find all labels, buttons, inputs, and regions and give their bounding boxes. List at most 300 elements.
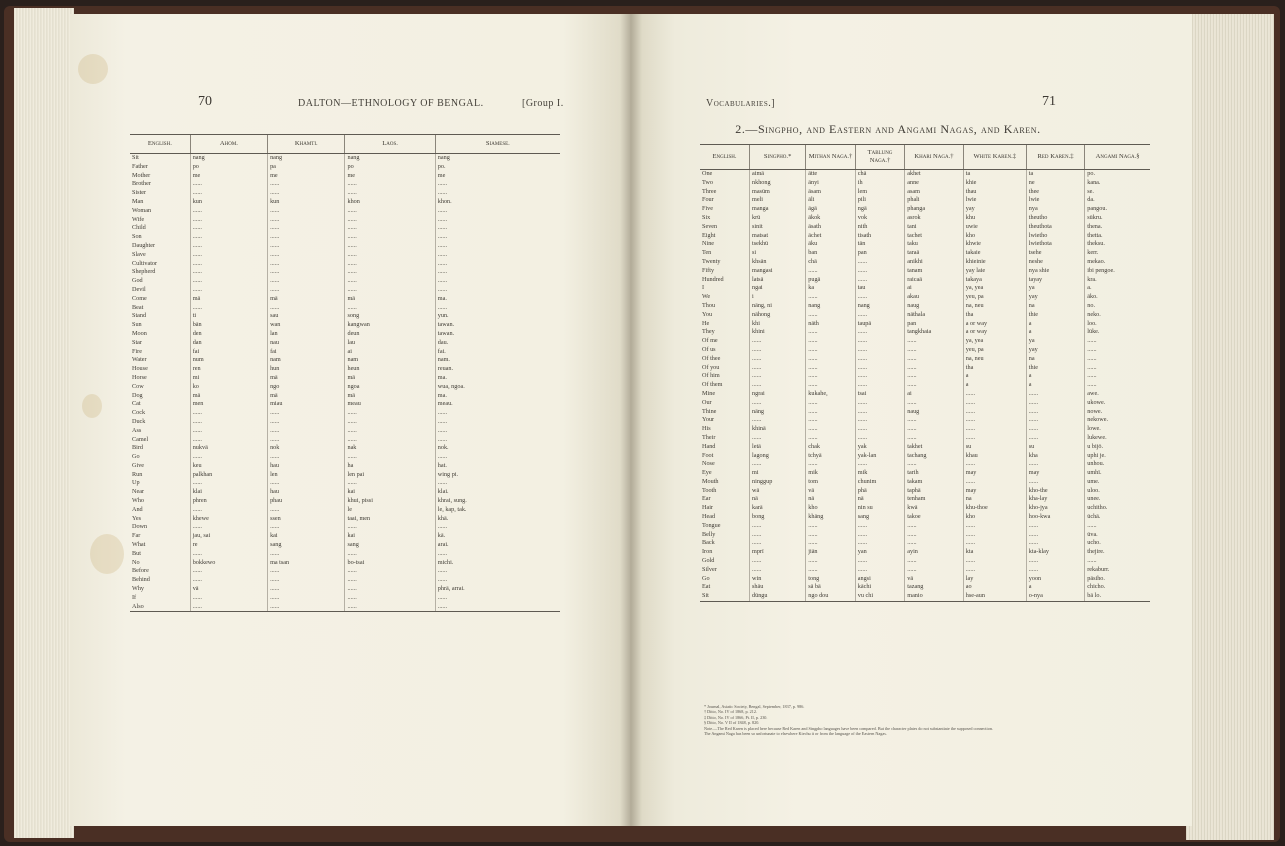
table-row [130,594,560,603]
translation-cell: mā [190,295,267,304]
translation-cell: vu chi [855,592,905,601]
translation-cell: ...... [905,434,964,443]
translation-cell: khsān [750,258,806,267]
translation-cell: ...... [963,566,1026,575]
translation-cell: ...... [855,522,905,531]
translation-cell: ...... [905,531,964,540]
translation-cell: hse-aun [963,592,1026,601]
translation-cell: masūm [750,188,806,197]
translation-cell: nok [268,444,345,453]
english-word-cell: Of us [702,345,716,353]
english-word-cell: Nose [702,460,715,468]
english-word-cell: God [132,277,143,285]
english-word-cell: Of you [702,363,720,371]
translation-cell: yan [855,548,905,557]
translation-cell: letā [750,443,806,452]
translation-cell: me [435,172,560,181]
translation-cell: ...... [806,531,856,540]
translation-cell: ...... [855,460,905,469]
translation-cell: mekao. [1085,258,1150,267]
translation-cell: sā bā [806,583,856,592]
translation-cell: ...... [963,416,1026,425]
group-label: [Group I. [522,98,564,109]
translation-cell: uloo. [1085,487,1150,496]
translation-cell: taphā [905,487,964,496]
english-word-cell: Moon [132,329,147,337]
table-row [130,603,560,612]
english-word-cell: If [132,593,137,601]
translation-cell: ...... [268,427,345,436]
table-row [700,276,1150,285]
translation-cell: keu [190,462,267,471]
translation-cell: a [1026,372,1085,381]
translation-cell: ...... [806,522,856,531]
translation-cell: ...... [268,180,345,189]
translation-cell: pan [855,249,905,258]
translation-cell: ne [1026,179,1085,188]
table-row [130,312,560,321]
translation-cell: meli [750,196,806,205]
translation-cell: ...... [806,539,856,548]
translation-cell: ...... [345,576,435,585]
translation-cell: kho [806,504,856,513]
english-word-cell: Behind [132,576,150,584]
english-word-cell: Child [132,224,146,232]
translation-cell: unhou. [1085,460,1150,469]
translation-cell: ūchā. [1085,513,1150,522]
translation-cell: ...... [855,311,905,320]
translation-cell: mi [750,469,806,478]
footnotes [704,704,1144,736]
translation-cell: me [190,172,267,181]
translation-cell: po [190,163,267,172]
translation-cell: ...... [855,566,905,575]
translation-cell: ...... [905,399,964,408]
english-word-cell: Hand [702,442,716,450]
translation-cell: ...... [963,478,1026,487]
translation-cell: si [750,249,806,258]
translation-cell: ...... [268,585,345,594]
english-word-cell: Fire [132,347,142,355]
translation-cell: no. [1085,302,1150,311]
translation-cell: ...... [190,576,267,585]
translation-cell: ...... [806,293,856,302]
translation-cell: ...... [268,242,345,251]
table-row [130,163,560,172]
translation-cell: fai. [435,348,560,357]
translation-cell: arai. [435,541,560,550]
translation-cell: yay [1026,293,1085,302]
translation-cell: loo. [1085,320,1150,329]
table-row [130,427,560,436]
table-row [700,487,1150,496]
table-row [700,381,1150,390]
table-row [130,497,560,506]
translation-cell: khinā [750,425,806,434]
table-row [130,321,560,330]
translation-cell: lay [963,575,1026,584]
table-row [130,172,560,181]
translation-cell: khui, pissi [345,497,435,506]
table-row [130,409,560,418]
english-word-cell: Cat [132,400,141,408]
translation-cell: phanga [905,205,964,214]
table-row [130,216,560,225]
table-row [700,240,1150,249]
translation-cell: lūke. [1085,328,1150,337]
english-word-cell: Ear [702,495,711,503]
table-row [130,339,560,348]
translation-cell: ...... [750,566,806,575]
translation-cell: nāhong [750,311,806,320]
translation-cell: kangwan [345,321,435,330]
english-word-cell: Their [702,433,716,441]
translation-cell: ...... [855,355,905,364]
english-word-cell: Cow [132,382,144,390]
table-row [700,364,1150,373]
table-row [130,224,560,233]
translation-cell: ...... [750,531,806,540]
translation-cell: awe. [1085,390,1150,399]
translation-cell: ...... [806,566,856,575]
translation-cell: nith [855,223,905,232]
translation-cell: ...... [1085,381,1150,390]
translation-cell: ...... [806,434,856,443]
translation-cell: ban [806,249,856,258]
translation-cell: ...... [963,434,1026,443]
translation-cell: ...... [905,539,964,548]
stain [90,534,124,574]
english-word-cell: Beat [132,303,144,311]
translation-cell: tenham [905,495,964,504]
translation-cell: ...... [435,304,560,313]
translation-cell: ...... [435,418,560,427]
translation-cell: tisath [855,232,905,241]
translation-cell: tha [963,364,1026,373]
translation-cell: re [190,541,267,550]
column-header: White Karen.‡ [963,145,1026,170]
translation-cell: ma tsan [268,559,345,568]
right-running-head: Vocabularies.] [706,98,776,109]
translation-cell: nang [435,154,560,163]
translation-cell: ya, yea [963,337,1026,346]
table-row [130,268,560,277]
translation-cell: ...... [750,364,806,373]
translation-cell: ...... [435,189,560,198]
translation-cell: ha [345,462,435,471]
english-word-cell: Iron [702,548,713,556]
translation-cell: ...... [345,242,435,251]
translation-cell: ...... [435,523,560,532]
table-row [700,531,1150,540]
translation-cell: akau [905,293,964,302]
table-row [700,504,1150,513]
translation-cell: ...... [435,251,560,260]
english-word-cell: Twenty [702,257,721,265]
english-word-cell: Of me [702,337,718,345]
translation-cell: vā [806,487,856,496]
translation-cell: shāu [750,583,806,592]
translation-cell: ...... [268,277,345,286]
translation-cell: kha [1026,452,1085,461]
translation-cell: umhī. [1085,469,1150,478]
english-word-cell: Eat [702,583,711,591]
translation-cell: ...... [1085,364,1150,373]
translation-cell: ...... [1026,531,1085,540]
translation-cell: ...... [806,311,856,320]
translation-cell: ...... [806,337,856,346]
translation-cell: ...... [268,304,345,313]
translation-cell: ...... [750,381,806,390]
table-row [700,346,1150,355]
english-word-cell: He [702,319,710,327]
left-page-number: 70 [198,94,212,109]
translation-cell: den [190,330,267,339]
translation-cell: āli [806,196,856,205]
english-word-cell: Brother [132,180,151,188]
table-row [700,390,1150,399]
translation-cell: kun [190,198,267,207]
translation-cell: deun [345,330,435,339]
translation-cell: ...... [435,427,560,436]
translation-cell: ...... [190,242,267,251]
english-word-cell: House [132,365,148,373]
translation-cell: angsi [855,575,905,584]
translation-cell: po [345,163,435,172]
table-row [700,188,1150,197]
translation-cell: taraā [905,249,964,258]
translation-cell: ...... [435,479,560,488]
english-word-cell: Yes [132,514,142,522]
translation-cell: ...... [268,453,345,462]
table-row [130,154,560,163]
translation-cell: ...... [190,506,267,515]
translation-cell: ...... [268,594,345,603]
translation-cell: khini [750,328,806,337]
translation-cell: tha [963,311,1026,320]
english-word-cell: Fifty [702,266,715,274]
translation-cell: ...... [345,550,435,559]
translation-cell: ...... [855,539,905,548]
table-row [130,436,560,445]
translation-cell: ...... [905,381,964,390]
translation-cell: ...... [963,408,1026,417]
table-row [130,392,560,401]
translation-cell: ...... [1026,434,1085,443]
english-word-cell: Near [132,488,145,496]
translation-cell: ...... [435,224,560,233]
translation-cell: taku [905,240,964,249]
english-word-cell: Shepherd [132,268,156,276]
translation-cell: ...... [1026,539,1085,548]
translation-cell: meau. [435,400,560,409]
translation-cell: tani [905,223,964,232]
translation-cell: su [963,443,1026,452]
english-word-cell: Dog [132,391,143,399]
table-row [700,372,1150,381]
left-table-body [130,154,560,612]
translation-cell: ...... [1085,372,1150,381]
translation-cell: thee [1026,188,1085,197]
table-row [130,532,560,541]
translation-cell: ngai [750,284,806,293]
table-row [130,260,560,269]
translation-cell: ukowe. [1085,399,1150,408]
translation-cell: khāng [806,513,856,522]
table-row [130,330,560,339]
translation-cell: ...... [345,418,435,427]
translation-cell: ...... [905,416,964,425]
translation-cell: ao [963,583,1026,592]
translation-cell: ...... [345,251,435,260]
translation-cell: pili [855,196,905,205]
english-word-cell: Belly [702,530,716,538]
english-word-cell: Four [702,196,714,204]
english-word-cell: Eye [702,469,712,477]
translation-cell: ...... [345,180,435,189]
translation-cell: a [1026,381,1085,390]
table-row [700,513,1150,522]
english-word-cell: Two [702,178,713,186]
translation-cell: yeu, pa [963,293,1026,302]
table-row [130,506,560,515]
translation-cell: ...... [905,372,964,381]
translation-cell: ya [1026,337,1085,346]
translation-cell: ...... [268,286,345,295]
translation-cell: ...... [268,418,345,427]
translation-cell: a [963,381,1026,390]
translation-cell: asam [905,188,964,197]
translation-cell: su [1026,443,1085,452]
translation-cell: ...... [190,304,267,313]
translation-cell: ...... [435,207,560,216]
right-page-number: 71 [1042,94,1056,109]
translation-cell: ngoa [345,383,435,392]
translation-cell: le, kap, tak. [435,506,560,515]
table-row [700,205,1150,214]
translation-cell: lan [268,330,345,339]
translation-cell: chunim [855,478,905,487]
translation-cell: tsai [855,390,905,399]
translation-cell: kta [963,548,1026,557]
translation-cell: ...... [190,216,267,225]
translation-cell: phrā, arrai. [435,585,560,594]
translation-cell: me [345,172,435,181]
translation-cell: ...... [345,268,435,277]
table-row [700,469,1150,478]
translation-cell: ...... [963,539,1026,548]
table-row [700,337,1150,346]
translation-cell: latsā [750,276,806,285]
table-row [700,302,1150,311]
translation-cell: lau [345,339,435,348]
english-word-cell: Before [132,567,149,575]
english-word-cell: Of thee [702,354,721,362]
column-header: Ahom. [190,135,267,154]
translation-cell: ...... [855,293,905,302]
english-word-cell: Five [702,205,714,213]
translation-cell: ngrai [750,390,806,399]
translation-cell: ...... [806,416,856,425]
translation-cell: ...... [345,409,435,418]
table-row [700,583,1150,592]
table-row [130,515,560,524]
translation-cell: ta [1026,170,1085,179]
translation-cell: ...... [806,460,856,469]
translation-cell: ...... [963,399,1026,408]
translation-cell: a or way [963,320,1026,329]
english-word-cell: No [132,558,140,566]
translation-cell: ...... [855,337,905,346]
translation-cell: ...... [345,567,435,576]
translation-cell: ...... [806,328,856,337]
translation-cell: kāchi [855,583,905,592]
table-row [130,541,560,550]
translation-cell: khewe [190,515,267,524]
table-row [130,444,560,453]
translation-cell: a [1026,328,1085,337]
english-word-cell: What [132,541,146,549]
table-row [700,258,1150,267]
translation-cell: ...... [345,233,435,242]
english-word-cell: Of them [702,381,723,389]
translation-cell: sūkru. [1085,214,1150,223]
footnote-line: Note.—The Red Karen is placed here because Red Karen and Singpho languages have been compared. But the character plates do not substantiate the supposed connection. [704,725,993,731]
translation-cell: a [1026,583,1085,592]
translation-cell: jiān [806,548,856,557]
translation-cell: phau [268,497,345,506]
translation-cell: nau [268,339,345,348]
translation-cell: khon [345,198,435,207]
english-word-cell: One [702,170,713,177]
translation-cell: manio [905,592,964,601]
translation-cell: hoo-kwa [1026,513,1085,522]
translation-cell: mā [268,295,345,304]
translation-cell: ...... [190,277,267,286]
translation-cell: a [963,372,1026,381]
translation-cell: tangkhaia [905,328,964,337]
translation-cell: ...... [190,251,267,260]
translation-cell: neshe [1026,258,1085,267]
translation-cell: ...... [905,566,964,575]
table-row [130,189,560,198]
english-word-cell: Hair [702,504,713,512]
footnote-line: § Ditto, No. V II of 1848, p. 820. [704,720,760,726]
table-row [130,251,560,260]
translation-cell: ka [806,284,856,293]
translation-cell: ...... [268,409,345,418]
translation-cell: akhet [905,170,964,179]
translation-cell: ...... [345,260,435,269]
translation-cell: ai [905,390,964,399]
english-word-cell: Sit [132,154,139,161]
translation-cell: ih [855,179,905,188]
translation-cell: āko. [1085,293,1150,302]
translation-cell: ...... [855,381,905,390]
table-row [700,548,1150,557]
translation-cell: pa [268,163,345,172]
table-row [700,443,1150,452]
translation-cell: ...... [855,434,905,443]
translation-cell: ...... [345,453,435,462]
translation-cell: ...... [806,346,856,355]
table-row [130,233,560,242]
translation-cell: ...... [855,328,905,337]
translation-cell: nā [750,495,806,504]
translation-cell: lwietho [1026,232,1085,241]
translation-cell: tsekhū [750,240,806,249]
table-row [130,277,560,286]
